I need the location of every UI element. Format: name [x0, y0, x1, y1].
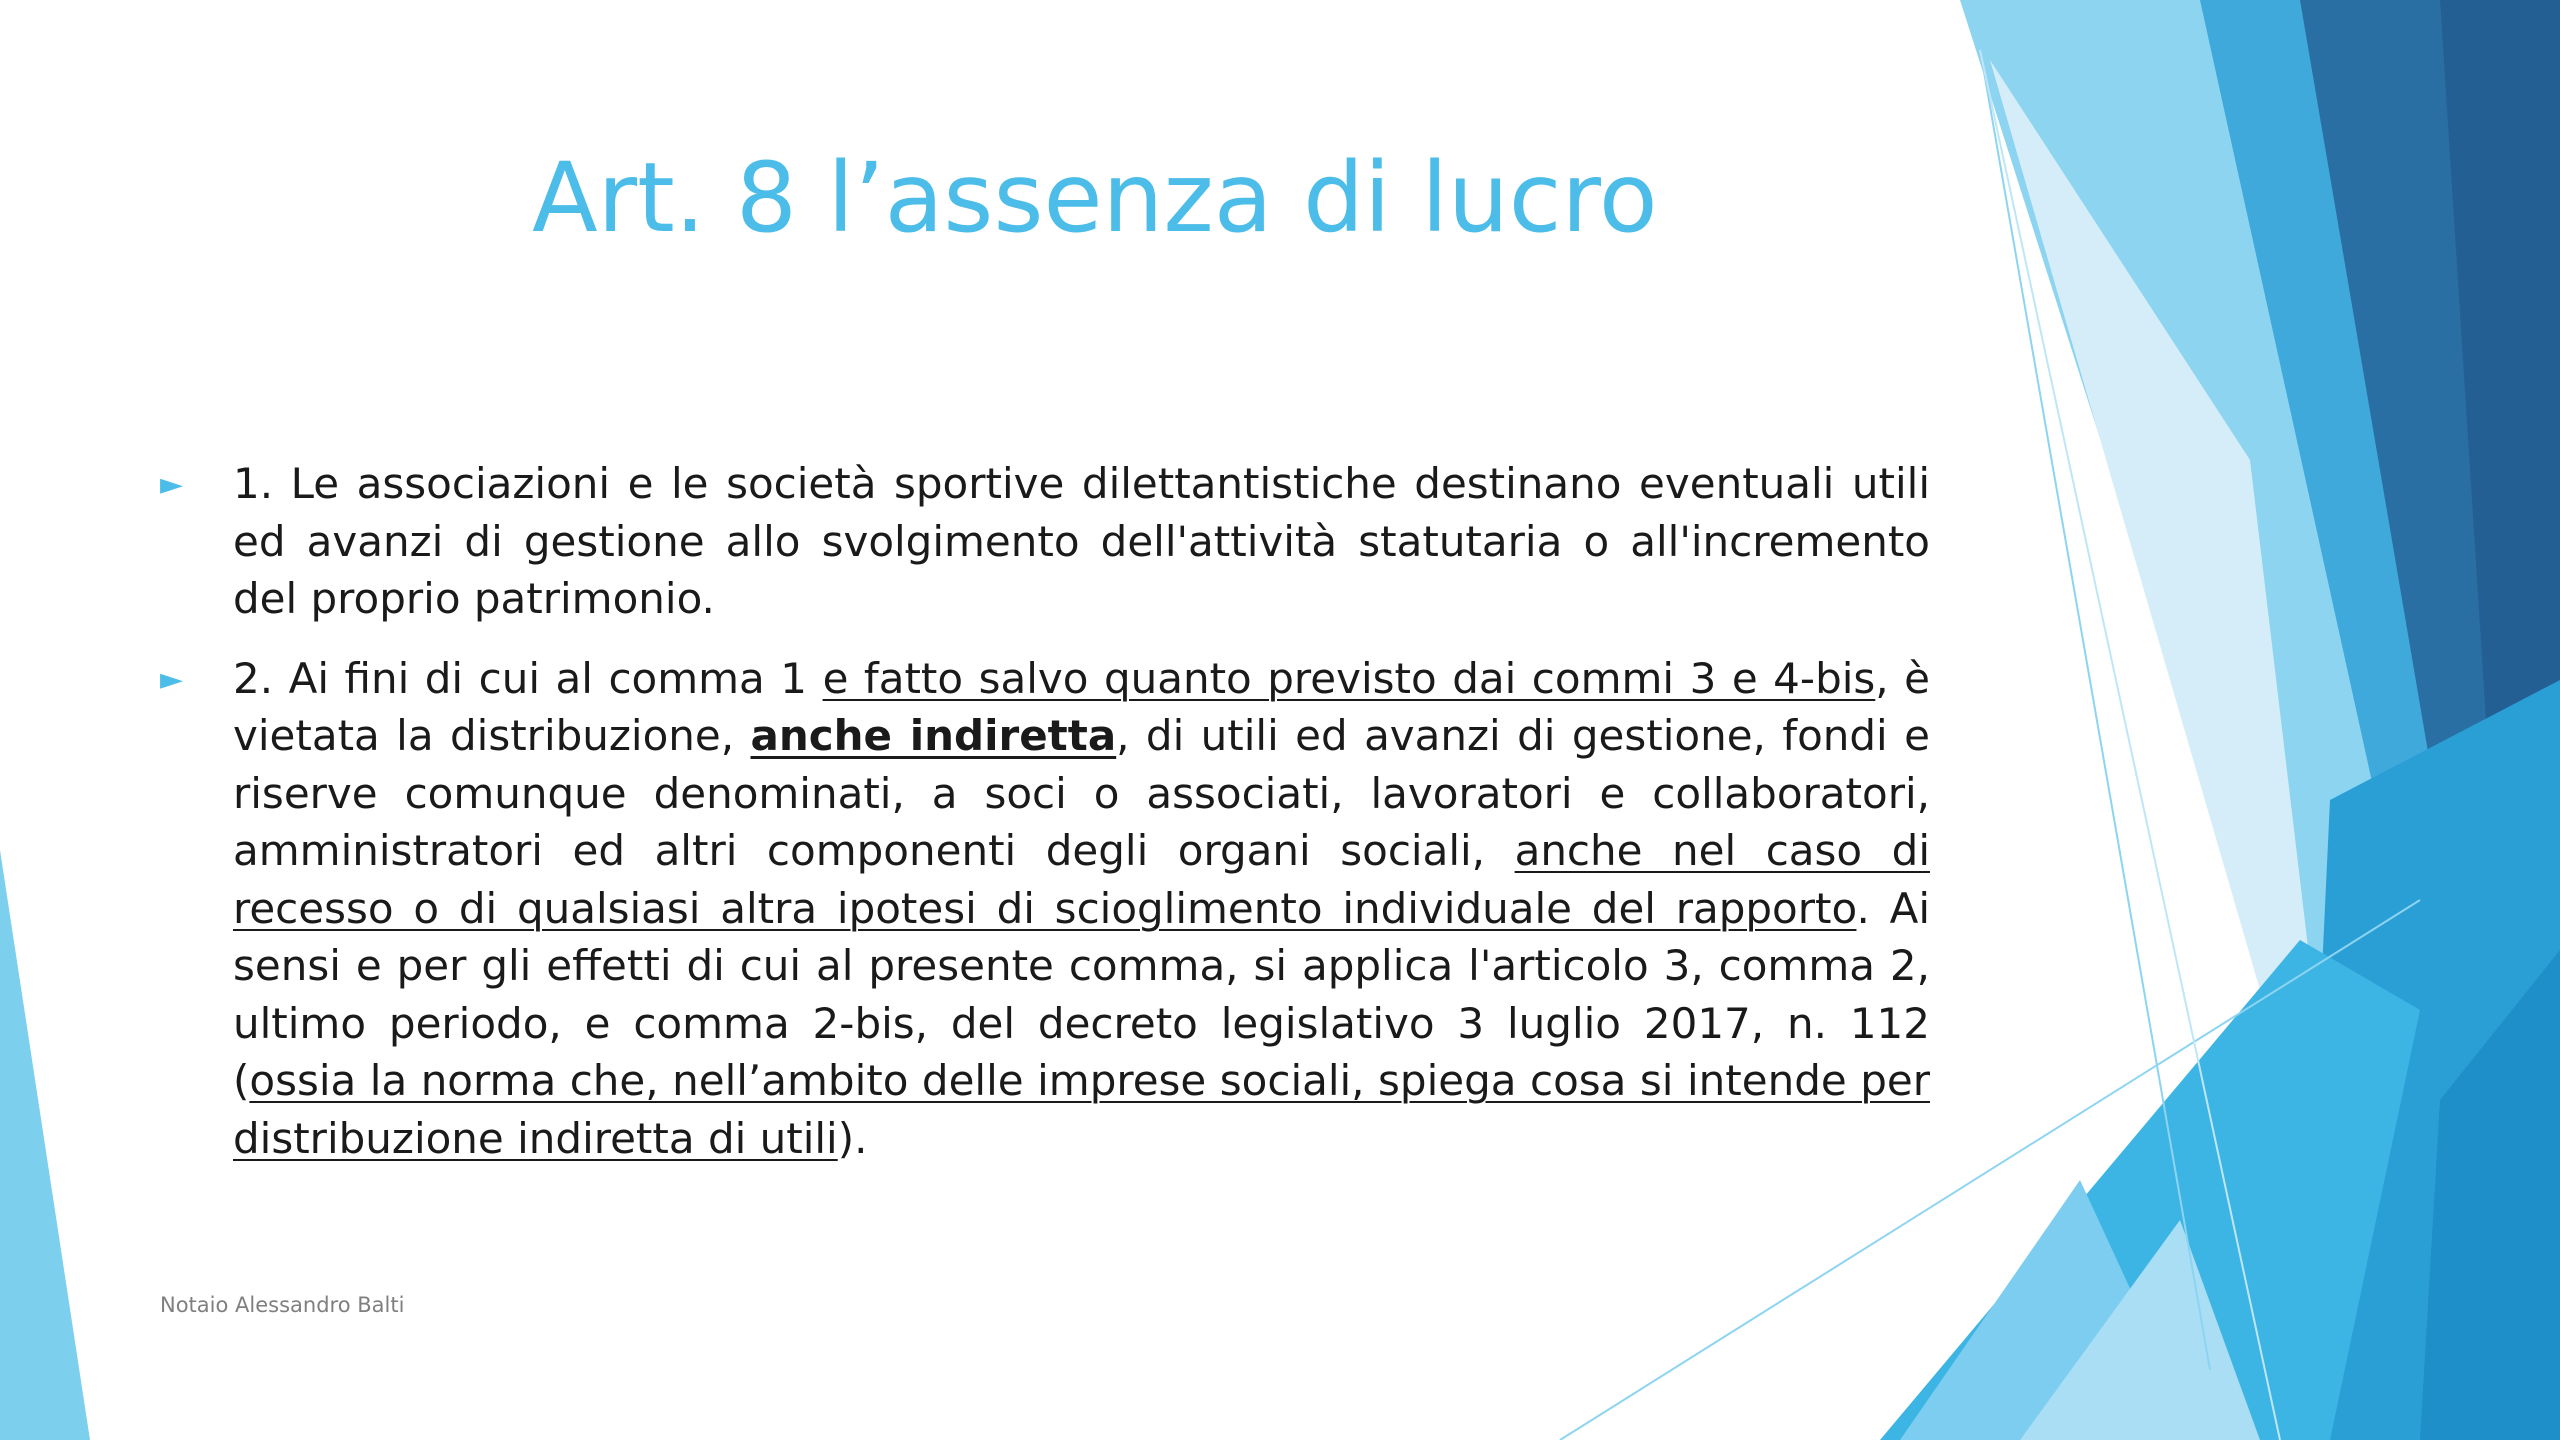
underlined-text: e fatto salvo quanto previsto dai commi 3 e 4-bis: [822, 653, 1876, 703]
slide-title: Art. 8 l’assenza di lucro: [532, 142, 1658, 254]
bullet-text: [233, 455, 1930, 628]
bullet-item-1: [160, 455, 1930, 628]
bullet-text: [233, 650, 1930, 1168]
text-run: , di utili ed avanzi di gestione, fondi e riserve comunque denominati, a soci o associati, lavoratori e collaboratori, amministratori ed altri componenti degli organi sociali,: [233, 711, 1930, 875]
text-run: 1. Le associazioni e le società sportive dilettantistiche destinano eventuali utili ed avanzi di gestione allo svolgimento dell'attività statutaria o all'incremento del proprio patrimonio.: [233, 459, 1930, 623]
text-run: 2. Ai fini di cui al comma 1: [233, 653, 823, 703]
text-run: ).: [837, 1113, 868, 1163]
bullet-item-2: [160, 650, 1930, 1168]
bullet-list: [160, 455, 1930, 1189]
text-run: . Ai sensi e per gli effetti di cui al presente comma, si applica l'articolo 3, comma 2, ultimo periodo, e comma 2-bis, del decreto legislativo 3 luglio 2017, n. 112 (: [233, 883, 1930, 1105]
triangle-bullet-icon: ►: [160, 661, 184, 697]
bold-underlined-text: anche indiretta: [750, 711, 1117, 760]
footer-text: Notaio Alessandro Balti: [160, 1293, 405, 1317]
underlined-text: ossia la norma che, nell’ambito delle imprese sociali, spiega cosa si intende per distribuzione indiretta di utili: [233, 1056, 1930, 1163]
left-edge-sliver: [0, 850, 90, 1440]
text-run: , è vietata la distribuzione,: [233, 653, 1930, 760]
underlined-text: anche nel caso di recesso o di qualsiasi altra ipotesi di scioglimento individuale del rapporto: [233, 826, 1930, 933]
triangle-bullet-icon: ►: [160, 467, 184, 502]
